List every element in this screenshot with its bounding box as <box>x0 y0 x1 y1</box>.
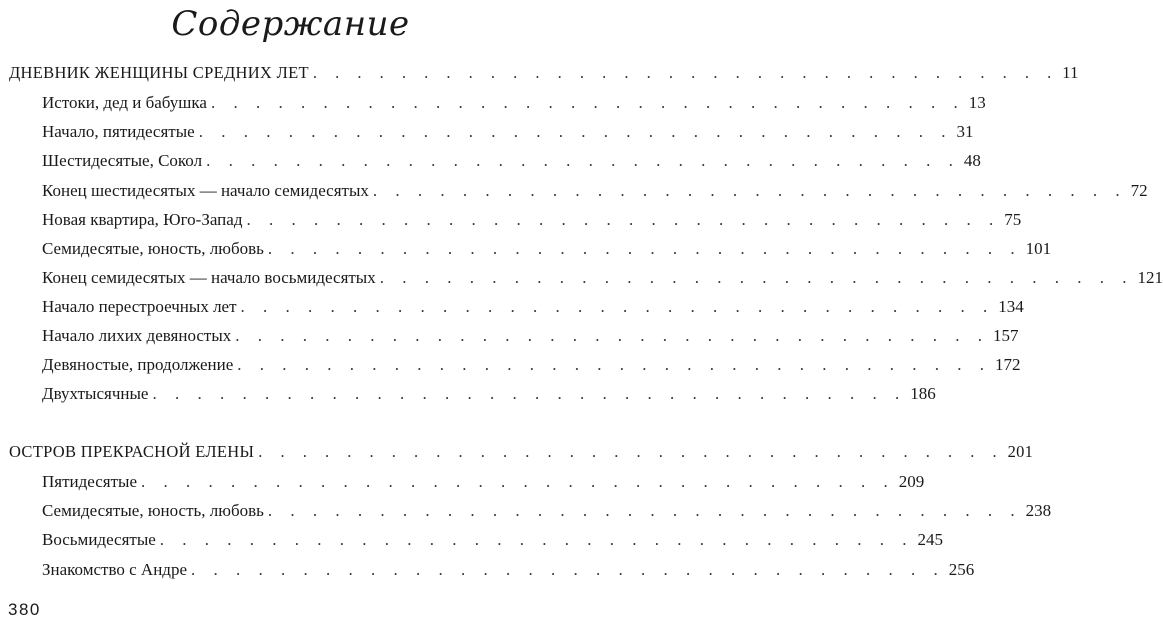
toc-entry <box>42 267 1163 289</box>
entry-title: Начало перестроечных лет <box>42 297 237 316</box>
page-number: 48 <box>963 151 981 170</box>
entry-title: Знакомство с Андре <box>42 560 187 579</box>
toc-entry <box>42 529 944 551</box>
leader-dots: . . . . . . . . . . . . . . . . . . . . . . . . . . . . . . . . . . <box>206 151 960 170</box>
page-number: 172 <box>995 355 1021 374</box>
entry-title: Семидесятые, юность, любовь <box>42 239 264 258</box>
toc-entry <box>42 238 1052 260</box>
toc-entry <box>42 471 925 493</box>
toc-entry <box>42 209 1022 231</box>
leader-dots: . . . . . . . . . . . . . . . . . . . . . . . . . . . . . . . . . . <box>198 122 953 141</box>
page-number: 201 <box>1007 442 1034 461</box>
toc-entry <box>42 500 1052 522</box>
page-number: 121 <box>1137 268 1163 287</box>
page-number: 75 <box>1004 210 1022 229</box>
entry-title: Конец семидесятых — начало восьмидесятых <box>42 268 376 287</box>
toc-entry <box>42 92 986 114</box>
toc-entry <box>42 383 936 405</box>
page-number: 11 <box>1062 63 1079 82</box>
toc-entry <box>42 180 1148 202</box>
section-title: ОСТРОВ ПРЕКРАСНОЙ ЕЛЕНЫ <box>9 442 255 461</box>
toc-entry <box>42 354 1021 376</box>
page-title: Содержание <box>171 4 410 44</box>
leader-dots: . . . . . . . . . . . . . . . . . . . . . . . . . . . . . . . . . . <box>312 63 1059 82</box>
page-number: 13 <box>968 93 986 112</box>
leader-dots: . . . . . . . . . . . . . . . . . . . . . . . . . . . . . . . . . . <box>267 239 1022 258</box>
leader-dots: . . . . . . . . . . . . . . . . . . . . . . . . . . . . . . . . . . <box>258 442 1004 461</box>
entry-title: Пятидесятые <box>42 472 138 491</box>
toc-entry <box>42 296 1024 318</box>
toc-entry <box>42 121 974 143</box>
page-number: 238 <box>1025 501 1052 520</box>
page-number: 157 <box>993 326 1019 345</box>
leader-dots: . . . . . . . . . . . . . . . . . . . . . . . . . . . . . . . . . . <box>372 181 1127 200</box>
entry-title: Начало лихих девяностых <box>42 326 232 345</box>
page-folio-number: 380 <box>8 600 41 619</box>
entry-title: Восьмидесятые <box>42 530 156 549</box>
leader-dots: . . . . . . . . . . . . . . . . . . . . . . . . . . . . . . . . . . <box>159 530 914 549</box>
leader-dots: . . . . . . . . . . . . . . . . . . . . . . . . . . . . . . . . . . <box>237 355 992 374</box>
toc-section-1 <box>9 62 1079 84</box>
page-number: 245 <box>917 530 944 549</box>
section-title: ДНЕВНИК ЖЕНЩИНЫ СРЕДНИХ ЛЕТ <box>9 63 309 82</box>
page-number: 101 <box>1025 239 1052 258</box>
toc-section-2 <box>9 441 1034 463</box>
leader-dots: . . . . . . . . . . . . . . . . . . . . . . . . . . . . . . . . . . <box>240 297 995 316</box>
entry-title: Девяностые, продолжение <box>42 355 234 374</box>
leader-dots: . . . . . . . . . . . . . . . . . . . . . . . . . . . . . . . . . . <box>152 384 907 403</box>
entry-title: Семидесятые, юность, любовь <box>42 501 264 520</box>
page-number: 186 <box>910 384 936 403</box>
page-number: 209 <box>898 472 925 491</box>
entry-title: Начало, пятидесятые <box>42 122 195 141</box>
page-number: 31 <box>956 122 974 141</box>
page-number: 134 <box>998 297 1024 316</box>
toc-entry <box>42 559 975 581</box>
leader-dots: . . . . . . . . . . . . . . . . . . . . . . . . . . . . . . . . . . <box>191 560 945 579</box>
toc-entry <box>42 150 981 172</box>
leader-dots: . . . . . . . . . . . . . . . . . . . . . . . . . . . . . . . . . . <box>210 93 965 112</box>
leader-dots: . . . . . . . . . . . . . . . . . . . . . . . . . . . . . . . . . . <box>379 268 1134 287</box>
entry-title: Новая квартира, Юго-Запад <box>42 210 243 229</box>
leader-dots: . . . . . . . . . . . . . . . . . . . . . . . . . . . . . . . . . . <box>235 326 990 345</box>
leader-dots: . . . . . . . . . . . . . . . . . . . . . . . . . . . . . . . . . . <box>246 210 1001 229</box>
entry-title: Двухтысячные <box>42 384 149 403</box>
leader-dots: . . . . . . . . . . . . . . . . . . . . . . . . . . . . . . . . . . <box>267 501 1022 520</box>
entry-title: Конец шестидесятых — начало семидесятых <box>42 181 369 200</box>
page-number: 72 <box>1130 181 1148 200</box>
entry-title: Шестидесятые, Сокол <box>42 151 203 170</box>
page-number: 256 <box>948 560 975 579</box>
leader-dots: . . . . . . . . . . . . . . . . . . . . . . . . . . . . . . . . . . <box>141 472 895 491</box>
toc-entry <box>42 325 1019 347</box>
entry-title: Истоки, дед и бабушка <box>42 93 207 112</box>
